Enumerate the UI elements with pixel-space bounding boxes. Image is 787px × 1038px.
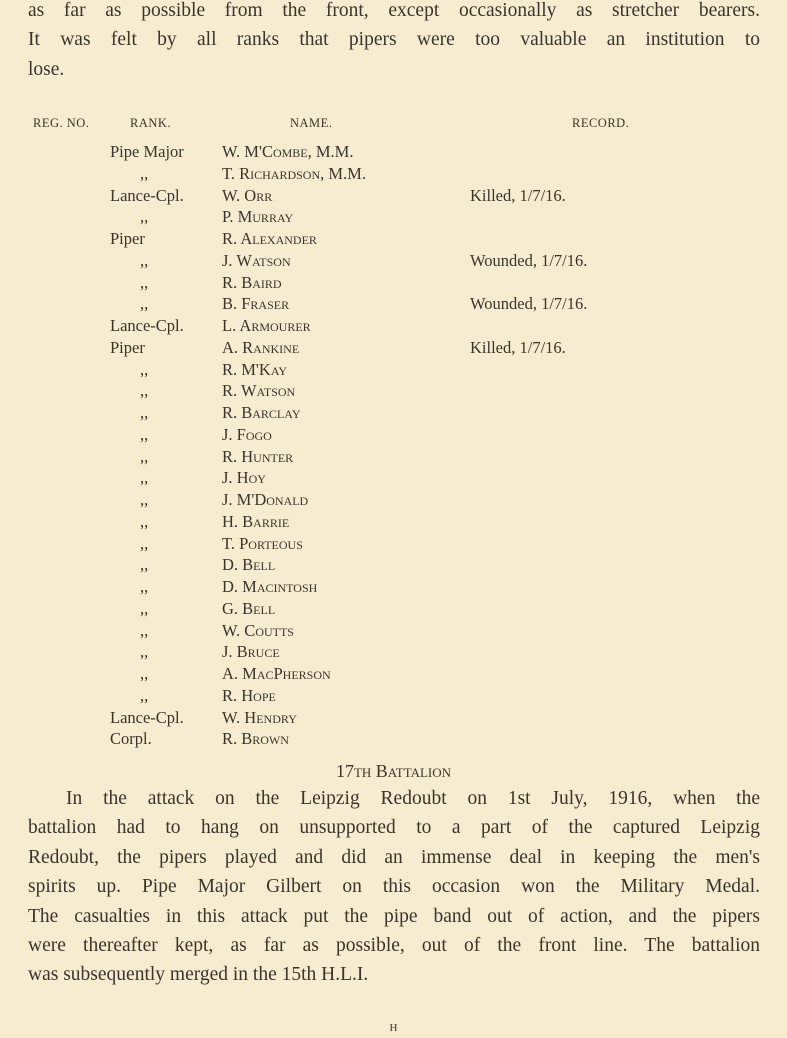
table-row <box>0 446 787 468</box>
cell-record: Killed, 1/7/16. <box>470 337 566 357</box>
table-row <box>0 728 787 750</box>
cell-name: R. Brown <box>222 729 289 749</box>
table-row <box>0 685 787 707</box>
section-heading: 17th Battalion <box>335 761 452 781</box>
cell-rank: ,, <box>140 424 149 444</box>
cell-record: Killed, 1/7/16. <box>470 185 566 205</box>
cell-name: W. M'Combe, M.M. <box>222 142 354 161</box>
table-row <box>0 228 787 250</box>
table-row <box>0 380 787 402</box>
cell-rank: ,, <box>140 685 149 705</box>
cell-rank: Piper <box>110 229 145 248</box>
cell-record: Wounded, 1/7/16. <box>470 294 588 314</box>
table-row <box>0 467 787 489</box>
cell-name: A. Rankine <box>222 337 300 357</box>
text-line: were thereafter kept, as far as possible, out of the front line. The battalion <box>28 934 760 956</box>
cell-name: R. Hunter <box>222 446 294 466</box>
text-line: It was felt by all ranks that pipers were too valuable an institution to <box>28 29 760 51</box>
cell-rank: Pipe Major <box>110 142 184 161</box>
cell-name: R. Hope <box>222 685 276 705</box>
table-row <box>0 641 787 663</box>
cell-rank: ,, <box>140 250 149 270</box>
cell-rank: ,, <box>140 468 149 488</box>
cell-name: B. Fraser <box>222 294 290 314</box>
table-row <box>0 402 787 424</box>
cell-rank: ,, <box>140 446 149 466</box>
table-row <box>0 141 787 163</box>
cell-name: A. MacPherson <box>222 664 331 683</box>
table-row <box>0 663 787 685</box>
cell-name: J. M'Donald <box>222 490 309 509</box>
cell-rank: ,, <box>140 620 149 640</box>
table-row <box>0 185 787 207</box>
table-row <box>0 424 787 446</box>
cell-name: D. Bell <box>222 555 276 575</box>
header-reg-no: REG. NO. <box>33 116 90 130</box>
cell-name: J. Watson <box>222 250 291 270</box>
cell-rank: Lance-Cpl. <box>110 707 184 727</box>
table-row <box>0 272 787 294</box>
table-row <box>0 533 787 555</box>
cell-record: Wounded, 1/7/16. <box>470 250 588 270</box>
table-row <box>0 489 787 511</box>
pipers-table <box>0 141 787 750</box>
table-row <box>0 576 787 598</box>
cell-rank: ,, <box>140 490 149 509</box>
cell-name: R. Barclay <box>222 403 301 422</box>
cell-rank: ,, <box>140 163 149 183</box>
table-row <box>0 359 787 381</box>
cell-rank: ,, <box>140 403 149 422</box>
table-row <box>0 293 787 315</box>
text-line: lose. <box>28 58 65 80</box>
header-rank: RANK. <box>130 116 172 130</box>
cell-name: T. Porteous <box>222 533 303 553</box>
cell-rank: ,, <box>140 511 149 531</box>
cell-rank: ,, <box>140 664 149 683</box>
text-line: Redoubt, the pipers played and did an immense deal in keeping the men's <box>28 846 760 868</box>
cell-rank: ,, <box>140 359 149 379</box>
table-row <box>0 620 787 642</box>
cell-name: P. Murray <box>222 207 294 227</box>
cell-name: J. Bruce <box>222 642 280 662</box>
table-row <box>0 511 787 533</box>
cell-rank: ,, <box>140 555 149 575</box>
table-row <box>0 315 787 337</box>
body-paragraph <box>28 784 760 990</box>
cell-rank: Lance-Cpl. <box>110 185 184 205</box>
cell-rank: ,, <box>140 598 149 618</box>
cell-rank: ,, <box>140 533 149 553</box>
cell-name: R. Baird <box>222 272 282 292</box>
cell-rank: ,, <box>140 642 149 662</box>
table-row <box>0 707 787 729</box>
cell-rank: Corpl. <box>110 729 152 749</box>
cell-name: W. Coutts <box>222 620 294 640</box>
cell-name: R. M'Kay <box>222 359 288 379</box>
header-record: RECORD. <box>572 116 630 130</box>
table-row <box>0 337 787 359</box>
intro-paragraph <box>28 0 760 84</box>
cell-rank: ,, <box>140 294 149 314</box>
text-line: In the attack on the Leipzig Redoubt on 1st July, 1916, when the <box>66 788 760 809</box>
table-row <box>0 598 787 620</box>
cell-name: W. Hendry <box>222 707 297 727</box>
cell-rank: Lance-Cpl. <box>110 316 184 335</box>
cell-name: H. Barrie <box>222 511 290 531</box>
cell-name: D. Macintosh <box>222 577 318 596</box>
page-signature: H <box>389 1022 398 1034</box>
cell-name: J. Hoy <box>222 468 266 488</box>
text-line: was subsequently merged in the 15th H.L.I. <box>28 964 369 986</box>
text-line: spirits up. Pipe Major Gilbert on this occasion won the Military Medal. <box>28 876 760 898</box>
cell-name: J. Fogo <box>222 424 272 444</box>
table-row <box>0 163 787 185</box>
cell-name: T. Richardson, M.M. <box>222 163 366 183</box>
cell-name: R. Watson <box>222 381 296 401</box>
cell-rank: ,, <box>140 207 149 227</box>
cell-rank: ,, <box>140 381 149 401</box>
cell-rank: ,, <box>140 577 149 596</box>
cell-name: W. Orr <box>222 185 273 205</box>
table-row <box>0 206 787 228</box>
table-row <box>0 250 787 272</box>
cell-name: G. Bell <box>222 598 276 618</box>
cell-name: R. Alexander <box>222 229 317 248</box>
header-name: NAME. <box>290 116 333 130</box>
cell-rank: Piper <box>110 337 145 357</box>
text-line: battalion had to hang on unsupported to a part of the captured Leipzig <box>28 817 760 839</box>
cell-rank: ,, <box>140 272 149 292</box>
text-line: as far as possible from the front, except occasionally as stretcher bearers. <box>28 0 760 21</box>
cell-name: L. Armourer <box>222 316 311 335</box>
table-row <box>0 554 787 576</box>
text-line: The casualties in this attack put the pipe band out of action, and the pipers <box>28 905 760 927</box>
